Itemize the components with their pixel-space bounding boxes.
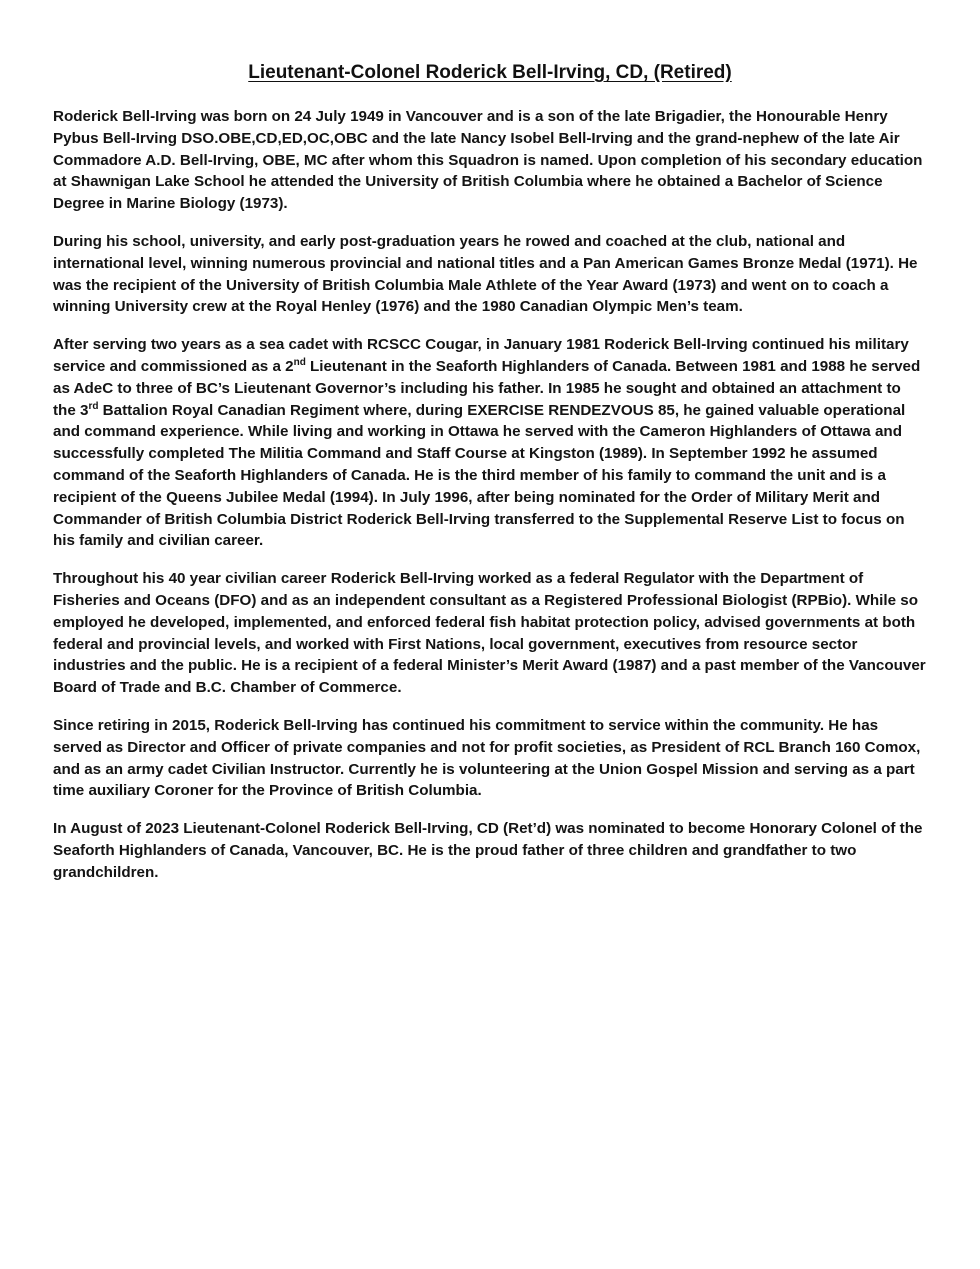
military-text-part-3: Battalion Royal Canadian Regiment where, during EXERCISE RENDEZVOUS 85, he gained valuable operational and command experience. While living and working in Ottawa he served with the Cameron Highlanders of Ottawa and successfully completed The Militia Command and Staff Course at Kingston (1989). In September 1992 he assumed command of the Seaforth Highlanders of Canada. He is the third member of his family to command the unit and is a recipient of the Queens Jubilee Medal (1994). In July 1996, after being nominated for the Order of Military Merit and Commander of British Columbia District Roderick Bell-Irving transferred to the Supplemental Reserve List to focus on his family and civilian career.: [53, 401, 906, 550]
paragraph-rowing: During his school, university, and early post-graduation years he rowed and coached at the club, national and international level, winning numerous provincial and national titles and a Pan American Games Bronze Medal (1971). He was the recipient of the University of British Columbia Male Athlete of the Year Award (1973) and went on to coach a winning University crew at the Royal Henley (1976) and the 1980 Canadian Olympic Men’s team.: [53, 232, 918, 316]
paragraph-honorary-colonel: In August of 2023 Lieutenant-Colonel Roderick Bell-Irving, CD (Ret’d) was nominated to become Honorary Colonel of the Seaforth Highlanders of Canada, Vancouver, BC. He is the proud father of three children and grandfather to two grandchildren.: [53, 820, 923, 881]
paragraph-civilian-career: Throughout his 40 year civilian career Roderick Bell-Irving worked as a federal Regulator with the Department of Fisheries and Oceans (DFO) and as an independent consultant as a Registered Professional Biologist (RPBio). While so employed he developed, implemented, and enforced federal fish habitat protection policy, advised governments at both federal and provincial levels, and worked with First Nations, local government, executives from resource sector industries and the public. He is a recipient of a federal Minister’s Merit Award (1987) and a past member of the Vancouver Board of Trade and B.C. Chamber of Commerce.: [53, 570, 926, 697]
page-title-text: Lieutenant-Colonel Roderick Bell-Irving, CD, (Retired): [248, 62, 732, 83]
superscript-nd: nd: [293, 356, 306, 368]
superscript-rd: rd: [88, 400, 99, 412]
military-text-part-2: Lieutenant in the Seaforth Highlanders of Canada. Between 1981 and 1988 he served as AdeC to three of BC’s Lieutenant Governor’s including his father. In 1985 he sought and obtained an attachment to the 3: [53, 357, 921, 419]
military-text-part-1: After serving two years as a sea cadet with RCSCC Cougar, in January 1981 Roderick Bell-Irving continued his military service and commissioned as a 2: [53, 336, 909, 375]
document-body: [53, 106, 927, 900]
paragraph-military-service: [53, 334, 927, 552]
paragraph-birth-education: Roderick Bell-Irving was born on 24 July 1949 in Vancouver and is a son of the late Brigadier, the Honourable Henry Pybus Bell-Irving DSO.OBE,CD,ED,OC,OBC and the late Nancy Isobel Bell-Irving and the grand-nephew of the late Air Commadore A.D. Bell-Irving, OBE, MC after whom this Squadron is named. Upon completion of his secondary education at Shawnigan Lake School he attended the University of British Columbia where he obtained a Bachelor of Science Degree in Marine Biology (1973).: [53, 108, 923, 213]
paragraph-retirement: Since retiring in 2015, Roderick Bell-Irving has continued his commitment to service within the community. He has served as Director and Officer of private companies and not for profit societies, as President of RCL Branch 160 Comox, and as an army cadet Civilian Instructor. Currently he is volunteering at the Union Gospel Mission and serving as a part time auxiliary Coroner for the Province of British Columbia.: [53, 716, 921, 800]
page-title: [0, 60, 980, 86]
